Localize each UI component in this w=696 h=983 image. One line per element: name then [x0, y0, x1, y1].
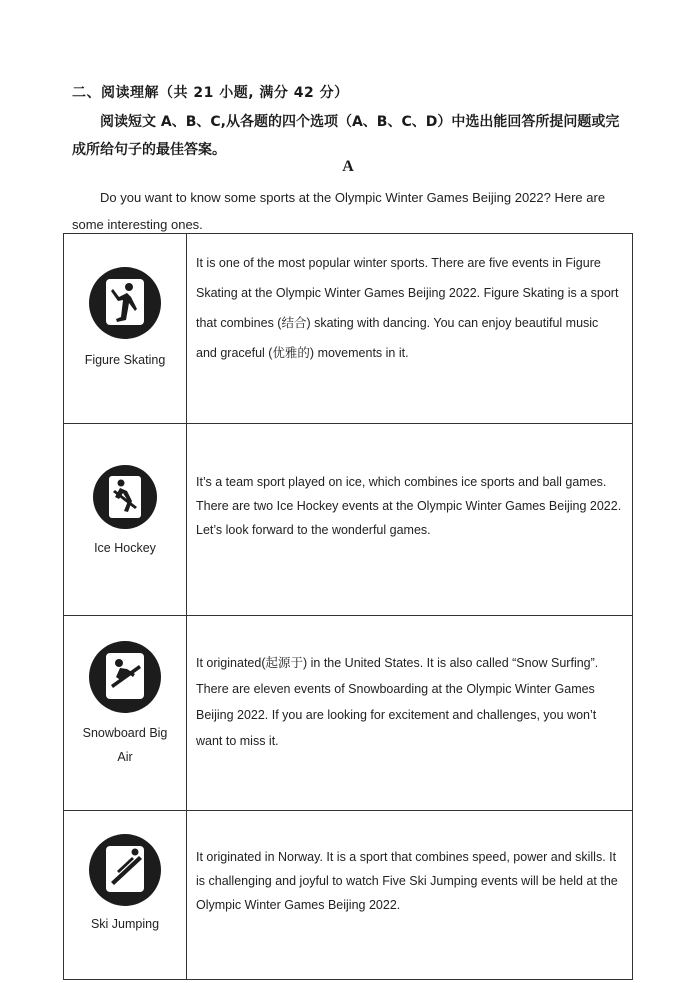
- instructions: 阅读短文 A、B、C,从各题的四个选项（A、B、C、D）中选出能回答所提问题或完成所给句子的最佳答案。: [72, 114, 620, 158]
- ice-hockey-icon: [93, 465, 157, 529]
- sport-name: Ski Jumping: [90, 917, 160, 931]
- description-cell: [187, 616, 633, 811]
- section-title: 二、阅读理解（共 21 小题, 满分 42 分）: [72, 85, 349, 101]
- icon-cell: [64, 616, 187, 811]
- passage-intro: Do you want to know some sports at the Olympic Winter Games Beijing 2022? Here are some interesting ones.: [72, 190, 606, 232]
- table-row: [64, 811, 633, 980]
- table-row: [64, 616, 633, 811]
- sport-description: It’s a team sport played on ice, which combines ice sports and ball games. There are two Ice Hockey events at the Olympic Winter Games Beijing 2022. Let’s look forward to the wonderful games.: [196, 475, 622, 537]
- sports-table: [63, 233, 633, 980]
- sport-name: Figure Skating: [84, 353, 166, 367]
- icon-cell: [64, 811, 187, 980]
- description-cell: [187, 234, 633, 424]
- sport-name: Snowboard Big Air: [82, 726, 168, 764]
- sport-description: It originated(起源于) in the United States. It is also called “Snow Surfing”. There are eleven events of Snowboarding at the Olympic Winter Games Beijing 2022. If you are looking for excitement and challenges, you won’t want to miss it.: [196, 656, 599, 748]
- icon-cell: [64, 234, 187, 424]
- icon-cell: [64, 424, 187, 616]
- sport-description: It originated in Norway. It is a sport that combines speed, power and skills. It is challenging and joyful to watch Five Ski Jumping events will be held at the Olympic Winter Games Beijing 2022.: [196, 850, 618, 912]
- snowboard-icon: [89, 641, 161, 713]
- passage-label: A: [342, 158, 354, 175]
- ski-jumping-icon: [89, 834, 161, 906]
- sport-name: Ice Hockey: [94, 541, 156, 555]
- description-cell: [187, 811, 633, 980]
- table-row: [64, 234, 633, 424]
- description-cell: [187, 424, 633, 616]
- sport-description: It is one of the most popular winter sports. There are five events in Figure Skating at the Olympic Winter Games Beijing 2022. Figure Skating is a sport that combines (结合) skating with dancing. You can enjoy beautiful music and graceful (优雅的) movements in it.: [196, 256, 619, 360]
- table-row: [64, 424, 633, 616]
- figure-skating-icon: [89, 267, 161, 339]
